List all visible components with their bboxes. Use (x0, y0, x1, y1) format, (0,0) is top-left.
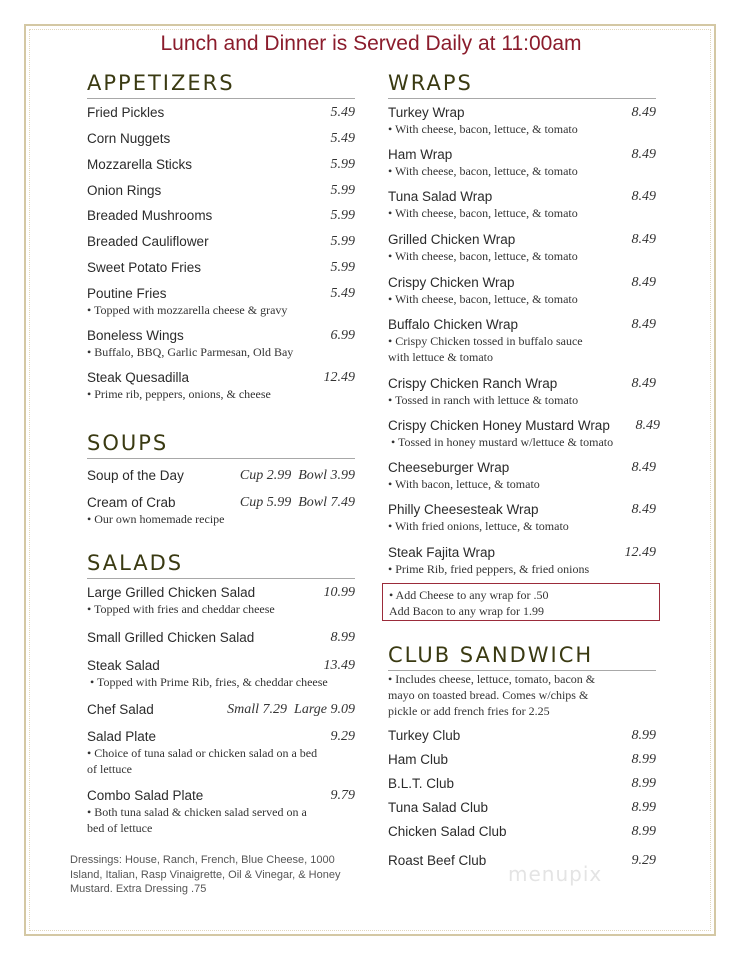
salads-heading (87, 550, 355, 576)
item-name: Tuna Salad Club (388, 800, 489, 815)
item-price: 8.99 (631, 728, 656, 743)
item-name: Roast Beef Club (388, 853, 487, 868)
item-description: • Prime rib, peppers, onions, & cheese (87, 387, 271, 401)
club-sandwich-title: CLUB SANDWICH (388, 643, 594, 667)
item-price: 13.49 (323, 658, 355, 673)
menu-item (388, 823, 656, 840)
menu-item (388, 188, 656, 221)
menu-item (87, 494, 355, 527)
item-description: • Topped with fries and cheddar cheese (87, 602, 275, 616)
item-name: Combo Salad Plate (87, 788, 204, 803)
divider (388, 98, 656, 99)
item-description: • Topped with mozzarella cheese & gravy (87, 303, 288, 317)
item-description: • Both tuna salad & chicken salad served on a bed of lettuce (87, 805, 307, 835)
menu-item (87, 369, 355, 402)
menu-item (388, 459, 656, 492)
item-price: 8.49 (631, 460, 656, 475)
menu-item (87, 130, 355, 147)
item-price: 8.49 (631, 105, 656, 120)
item-price: 12.49 (624, 545, 656, 560)
menu-item (388, 727, 656, 744)
item-description: • With cheese, bacon, lettuce, & tomato (388, 206, 578, 220)
item-price: Small 7.29 Large 9.09 (227, 702, 355, 717)
item-price: 8.49 (635, 418, 660, 433)
item-name: Crispy Chicken Wrap (388, 275, 515, 290)
menu-item (87, 156, 355, 173)
menu-item (87, 285, 355, 318)
item-price: Cup 2.99 Bowl 3.99 (239, 468, 355, 483)
item-price: 9.29 (631, 853, 656, 868)
service-hours-banner: Lunch and Dinner is Served Daily at 11:00am (160, 32, 582, 55)
item-price: 5.49 (330, 105, 355, 120)
item-price: 8.49 (631, 147, 656, 162)
menu-item (388, 274, 656, 307)
addon-bacon: Add Bacon to any wrap for 1.99 (389, 604, 544, 618)
item-name: B.L.T. Club (388, 776, 455, 791)
item-price: 5.99 (330, 234, 355, 249)
club-sandwich-heading (388, 642, 656, 668)
appetizers-title: APPETIZERS (87, 71, 235, 95)
item-price: 8.99 (631, 824, 656, 839)
menu-item (87, 182, 355, 199)
item-price: 12.49 (323, 370, 355, 385)
item-name: Cheeseburger Wrap (388, 460, 510, 475)
menu-item (87, 467, 355, 484)
menu-item (388, 501, 656, 534)
item-price: 6.99 (330, 328, 355, 343)
menu-item (388, 544, 656, 577)
item-price: 8.99 (631, 800, 656, 815)
wraps-title: WRAPS (388, 71, 473, 95)
menu-item (388, 231, 656, 264)
item-name: Steak Fajita Wrap (388, 545, 496, 560)
item-name: Chef Salad (87, 702, 154, 717)
salads-title: SALADS (87, 551, 184, 575)
item-name: Mozzarella Sticks (87, 157, 193, 172)
item-description: • Includes cheese, lettuce, tomato, bacon & mayo on toasted bread. Comes w/chips & pickle or add french fries for 2.25 (388, 672, 596, 718)
item-price: 8.49 (631, 317, 656, 332)
menu-item (87, 728, 355, 777)
soups-heading (87, 430, 355, 456)
item-price: 9.79 (330, 788, 355, 803)
item-name: Ham Club (388, 752, 449, 767)
item-name: Soup of the Day (87, 468, 184, 483)
item-description: • Choice of tuna salad or chicken salad on a bed of lettuce (87, 746, 318, 776)
menu-item (87, 233, 355, 250)
item-price: 8.49 (631, 502, 656, 517)
watermark-logo: menupix (508, 862, 603, 886)
wrap-addons-box (382, 583, 660, 621)
item-name: Tuna Salad Wrap (388, 189, 493, 204)
item-price: 8.99 (631, 776, 656, 791)
menu-item (87, 701, 355, 718)
menu-item (87, 584, 355, 617)
item-description: • With fried onions, lettuce, & tomato (388, 519, 569, 533)
divider (87, 578, 355, 579)
menu-item (388, 146, 656, 179)
menu-item (87, 787, 355, 836)
item-price: 5.99 (330, 208, 355, 223)
item-name: Corn Nuggets (87, 131, 171, 146)
item-description: • Prime Rib, fried peppers, & fried onions (388, 562, 590, 576)
item-price: 5.99 (330, 183, 355, 198)
item-description: • With cheese, bacon, lettuce, & tomato (388, 122, 578, 136)
item-name: Turkey Wrap (388, 105, 465, 120)
item-name: Large Grilled Chicken Salad (87, 585, 256, 600)
item-price: 8.49 (631, 376, 656, 391)
item-description: • Tossed in ranch with lettuce & tomato (388, 393, 579, 407)
item-price: 5.49 (330, 131, 355, 146)
item-name: Sweet Potato Fries (87, 260, 202, 275)
item-price: Cup 5.99 Bowl 7.49 (239, 495, 355, 510)
club-description (388, 671, 613, 719)
item-name: Philly Cheesesteak Wrap (388, 502, 539, 517)
menu-item (388, 375, 656, 408)
item-description: • With cheese, bacon, lettuce, & tomato (388, 164, 578, 178)
item-name: Crispy Chicken Ranch Wrap (388, 376, 558, 391)
item-name: Ham Wrap (388, 147, 453, 162)
item-price: 5.99 (330, 260, 355, 275)
item-price: 8.49 (631, 275, 656, 290)
item-name: Steak Salad (87, 658, 160, 673)
item-description: • Crispy Chicken tossed in buffalo sauce with lettuce & tomato (388, 334, 583, 364)
item-name: Turkey Club (388, 728, 461, 743)
item-price: 8.49 (631, 232, 656, 247)
item-name: Onion Rings (87, 183, 162, 198)
item-name: Breaded Cauliflower (87, 234, 209, 249)
item-description: • With bacon, lettuce, & tomato (388, 477, 540, 491)
item-name: Steak Quesadilla (87, 370, 190, 385)
item-description: • With cheese, bacon, lettuce, & tomato (388, 249, 578, 263)
item-name: Grilled Chicken Wrap (388, 232, 516, 247)
item-name: Boneless Wings (87, 328, 184, 343)
item-description: • Buffalo, BBQ, Garlic Parmesan, Old Bay (87, 345, 294, 359)
item-name: Crispy Chicken Honey Mustard Wrap (388, 418, 610, 433)
item-name: Fried Pickles (87, 105, 165, 120)
item-name: Salad Plate (87, 729, 157, 744)
item-name: Breaded Mushrooms (87, 208, 213, 223)
item-price: 5.49 (330, 286, 355, 301)
menu-item (87, 207, 355, 224)
item-name: Small Grilled Chicken Salad (87, 630, 255, 645)
item-price: 8.99 (330, 630, 355, 645)
menu-item (87, 104, 355, 121)
divider (87, 98, 355, 99)
item-description: • With cheese, bacon, lettuce, & tomato (388, 292, 578, 306)
soups-title: SOUPS (87, 431, 169, 455)
item-price: 8.99 (631, 752, 656, 767)
item-description: • Tossed in honey mustard w/lettuce & tomato (388, 435, 614, 449)
menu-item (388, 104, 656, 137)
item-name: Buffalo Chicken Wrap (388, 317, 519, 332)
menu-item (388, 799, 656, 816)
item-description: • Topped with Prime Rib, fries, & cheddar cheese (87, 675, 328, 689)
item-name: Poutine Fries (87, 286, 167, 301)
divider (87, 458, 355, 459)
item-name: Cream of Crab (87, 495, 176, 510)
addon-cheese: • Add Cheese to any wrap for .50 (389, 588, 549, 602)
dressings-note: Dressings: House, Ranch, French, Blue Cheese, 1000 Island, Italian, Rasp Vinaigrette, Oil & Vinegar, & Honey Mustard. Extra Dressing .75 (70, 854, 341, 895)
menu-item (388, 316, 656, 365)
menu-item (388, 775, 656, 792)
menu-item (87, 259, 355, 276)
appetizers-heading (87, 70, 355, 96)
item-price: 8.49 (631, 189, 656, 204)
menu-item (388, 751, 656, 768)
wraps-heading (388, 70, 656, 96)
menu-item (388, 417, 660, 450)
menu-item (87, 629, 355, 646)
item-price: 10.99 (323, 585, 355, 600)
item-price: 5.99 (330, 157, 355, 172)
item-price: 9.29 (330, 729, 355, 744)
item-description: • Our own homemade recipe (87, 512, 225, 526)
item-name: Chicken Salad Club (388, 824, 507, 839)
menu-item (87, 327, 355, 360)
menu-item (87, 657, 355, 690)
